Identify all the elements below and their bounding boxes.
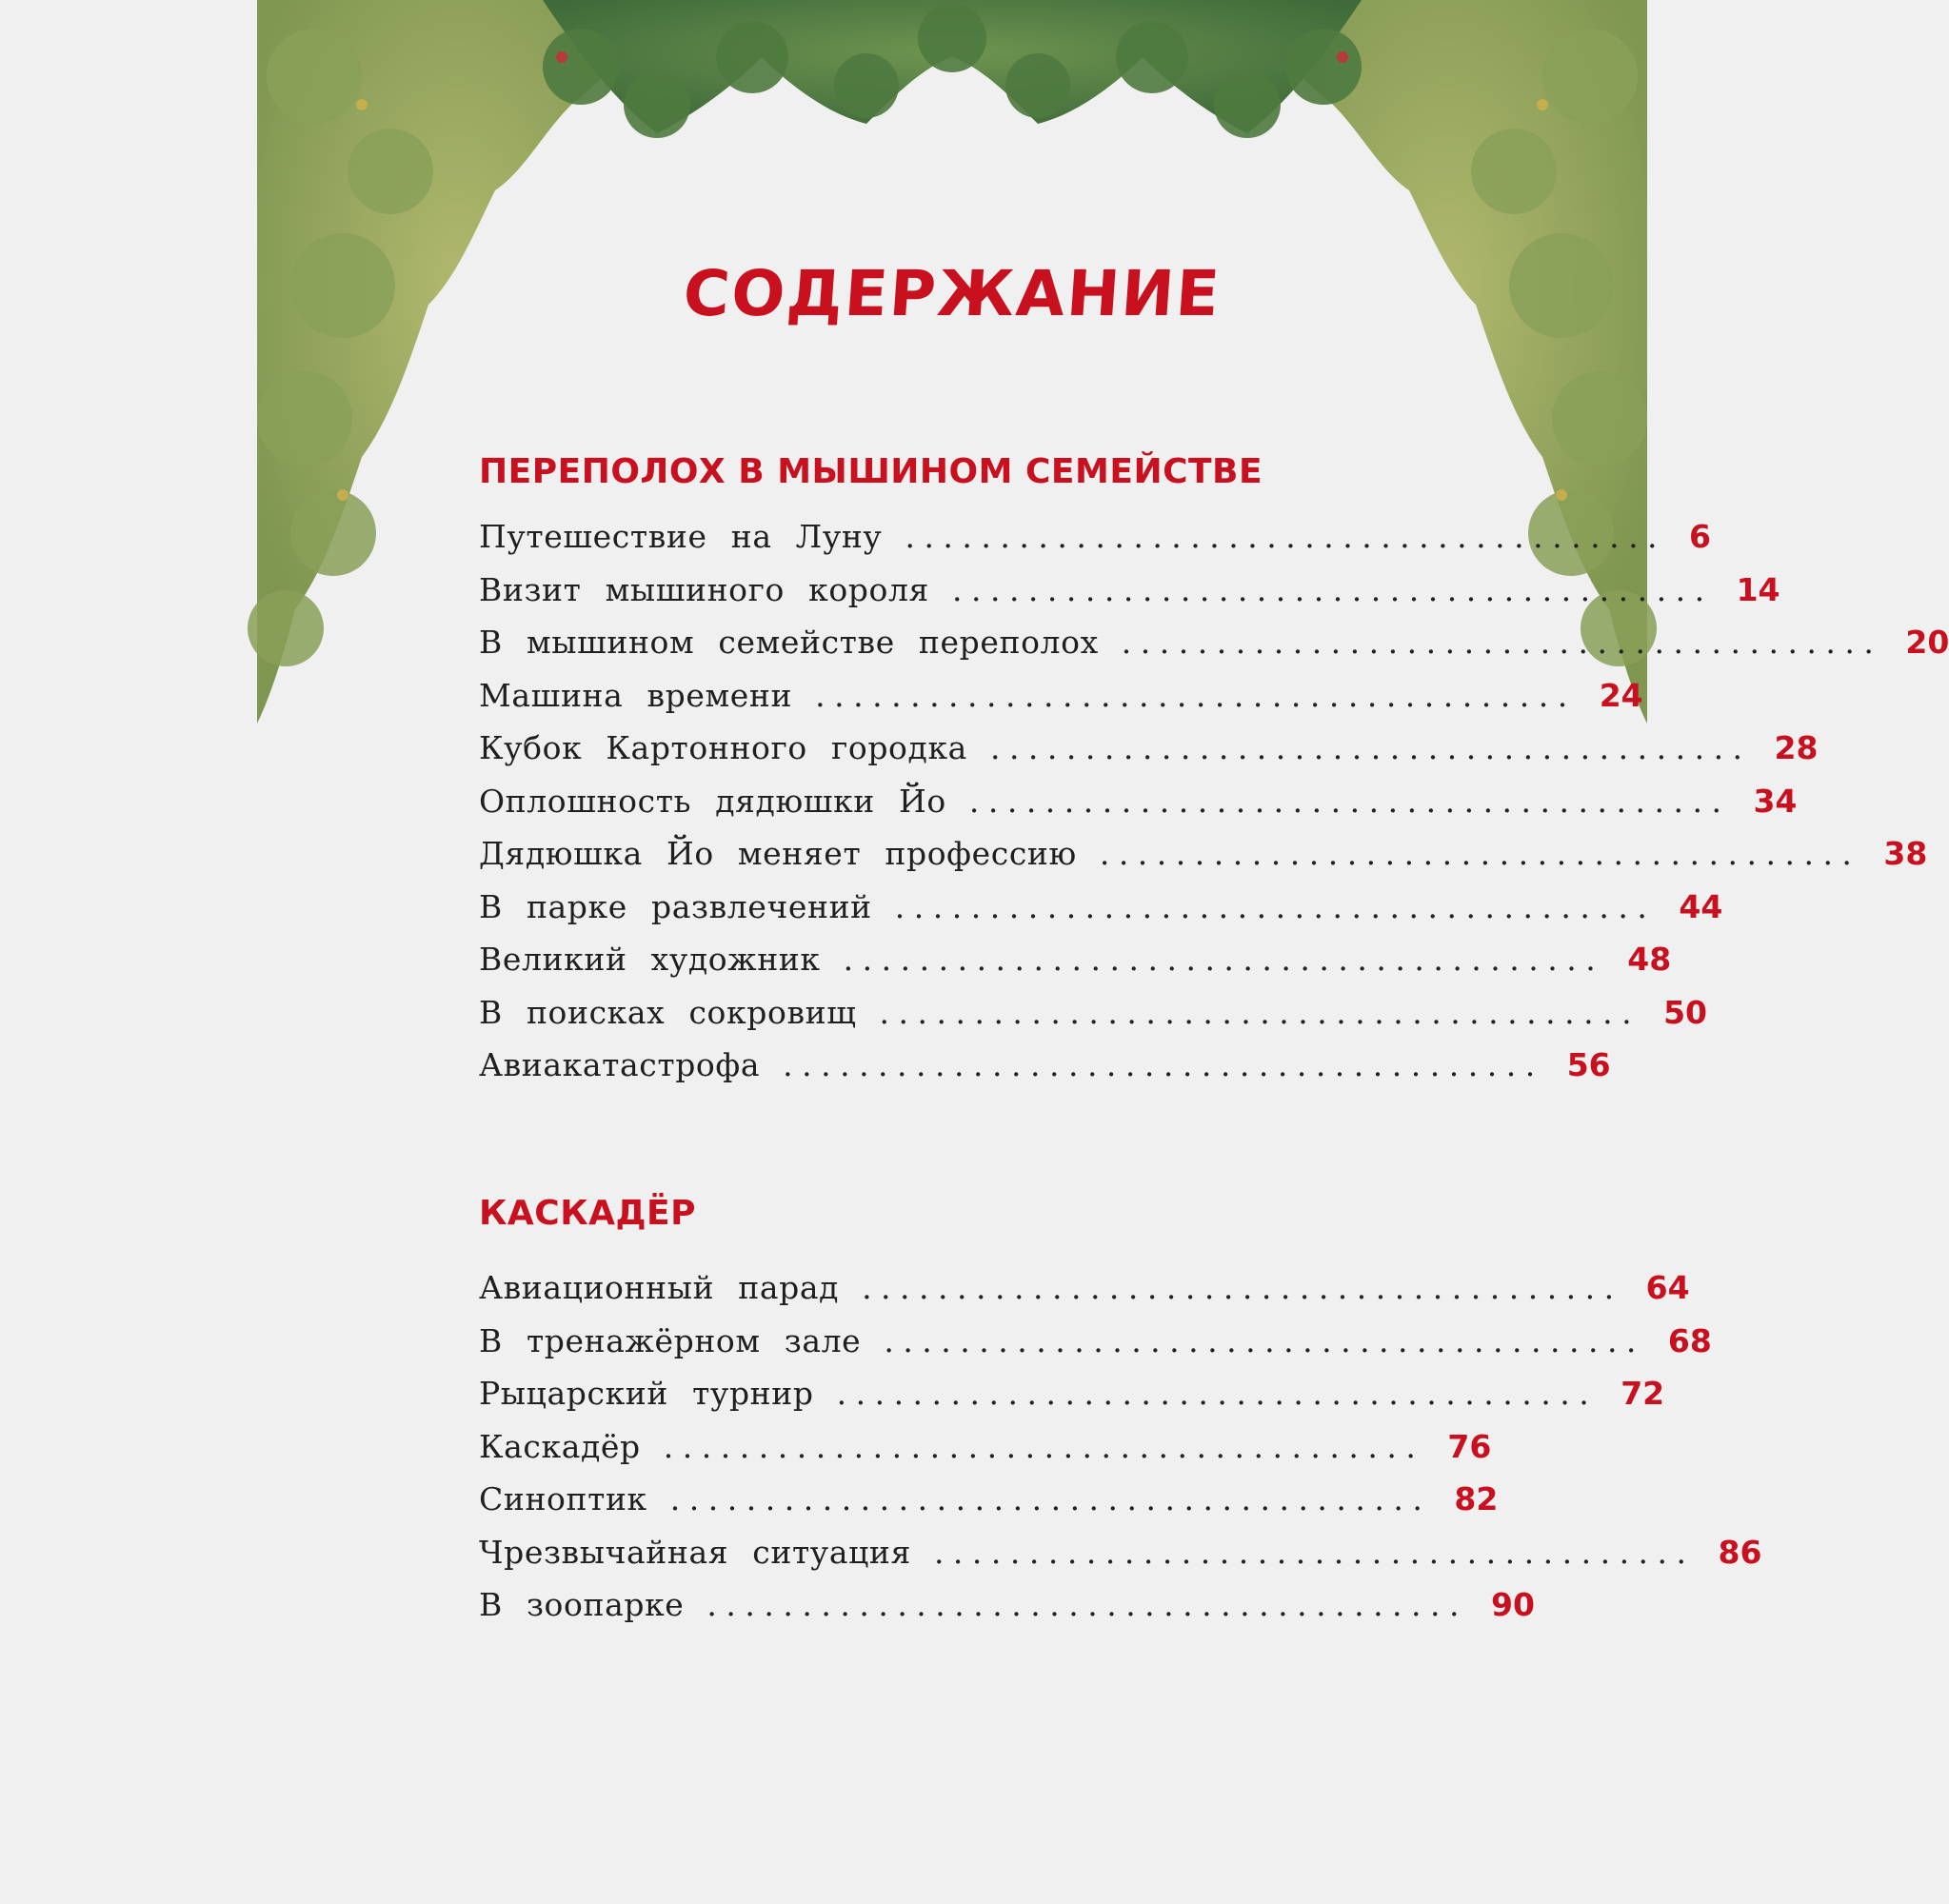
- toc-entry[interactable]: [479, 1586, 1535, 1639]
- toc-entry-title: Синоптик: [479, 1480, 647, 1517]
- toc-entry[interactable]: [479, 1427, 1492, 1481]
- toc-list: [479, 518, 1949, 1100]
- toc-entry-title: Дядюшка Йо меняет профессию: [479, 835, 1077, 872]
- toc-entry[interactable]: [479, 1480, 1499, 1534]
- leader-dots: ........................................: [879, 993, 1641, 1031]
- toc-entry-title: Авиационный парад: [479, 1269, 840, 1306]
- leader-dots: ........................................: [783, 1046, 1544, 1083]
- toc-entry-title: В зоопарке: [479, 1586, 685, 1623]
- section-heading: ПЕРЕПОЛОХ В МЫШИНОМ СЕМЕЙСТВЕ: [479, 452, 1263, 491]
- page-title: СОДЕРЖАНИЕ: [681, 257, 1223, 330]
- leader-dots: ........................................: [933, 1533, 1696, 1571]
- toc-entry[interactable]: [479, 782, 1798, 836]
- leader-dots: ........................................: [951, 570, 1714, 608]
- toc-entry-title: Рыцарский турнир: [479, 1375, 814, 1412]
- toc-entry-page: 68: [1667, 1321, 1712, 1359]
- toc-entry-page: 86: [1718, 1533, 1762, 1571]
- toc-entry-page: 20: [1905, 624, 1949, 661]
- toc-entry-title: В мышином семействе переполох: [479, 624, 1099, 661]
- toc-entry[interactable]: [479, 624, 1949, 677]
- leader-dots: ........................................: [836, 1375, 1599, 1412]
- toc-entry-page: 72: [1621, 1375, 1665, 1412]
- toc-entry[interactable]: [479, 835, 1928, 888]
- toc-section-2: [479, 1185, 1762, 1639]
- leader-dots: ........................................: [894, 887, 1657, 925]
- toc-entry-title: Великий художник: [479, 941, 821, 978]
- toc-section-1: [479, 444, 1949, 1100]
- leader-dots: ........................................: [669, 1480, 1432, 1517]
- toc-entry[interactable]: [479, 887, 1723, 942]
- toc-entry-title: В тренажёрном зале: [479, 1321, 862, 1359]
- toc-entry[interactable]: [479, 729, 1819, 783]
- toc-list: [479, 1269, 1762, 1639]
- toc-entry-page: 34: [1753, 782, 1798, 820]
- leader-dots: ........................................: [968, 782, 1731, 820]
- toc-entry-title: В поисках сокровищ: [479, 993, 857, 1031]
- toc-entry-page: 76: [1447, 1427, 1492, 1465]
- toc-entry-page: 38: [1883, 835, 1928, 872]
- toc-entry[interactable]: [479, 1321, 1712, 1376]
- toc-entry-title: Кубок Картонного городка: [479, 729, 967, 766]
- toc-entry-page: 44: [1679, 887, 1723, 925]
- leader-dots: ........................................: [884, 1321, 1645, 1359]
- toc-entry[interactable]: [479, 941, 1672, 994]
- toc-entry-title: Путешествие на Луну: [479, 518, 883, 555]
- toc-entry-page: 28: [1774, 729, 1819, 766]
- leader-dots: ........................................: [1099, 835, 1861, 872]
- toc-entry-page: 64: [1645, 1269, 1690, 1306]
- toc-entry[interactable]: [479, 1533, 1762, 1587]
- leader-dots: ........................................: [1121, 624, 1883, 661]
- toc-entry-page: 48: [1627, 941, 1672, 978]
- toc-entry-title: Каскадёр: [479, 1427, 641, 1465]
- section-heading: КАСКАДЁР: [479, 1194, 697, 1233]
- toc-entry[interactable]: [479, 1046, 1611, 1100]
- leader-dots: ........................................: [989, 729, 1752, 766]
- toc-entry[interactable]: [479, 570, 1780, 625]
- toc-entry[interactable]: [479, 1269, 1690, 1322]
- leader-dots: ........................................: [843, 941, 1605, 978]
- toc-entry[interactable]: [479, 1375, 1665, 1428]
- toc-entry-page: 56: [1566, 1046, 1611, 1083]
- toc-entry-title: Машина времени: [479, 676, 793, 714]
- toc-entry-title: Авиакатастрофа: [479, 1046, 761, 1083]
- toc-entry-page: 24: [1599, 676, 1643, 714]
- toc-entry-page: 50: [1663, 993, 1708, 1031]
- leader-dots: ........................................: [905, 518, 1667, 555]
- toc-entry-page: 82: [1454, 1480, 1499, 1517]
- leader-dots: ........................................: [862, 1269, 1623, 1306]
- toc-entry-title: В парке развлечений: [479, 887, 872, 925]
- leader-dots: ........................................: [815, 676, 1577, 714]
- toc-entry-title: Визит мышиного короля: [479, 570, 929, 608]
- toc-entry-page: 90: [1491, 1586, 1535, 1623]
- toc-entry-page: 14: [1736, 570, 1780, 608]
- toc-entry[interactable]: [479, 993, 1708, 1047]
- toc-entry-title: Оплошность дядюшки Йо: [479, 782, 946, 820]
- toc-entry-page: 6: [1689, 518, 1712, 555]
- book-page: [257, 0, 1949, 1904]
- leader-dots: ........................................: [706, 1586, 1469, 1623]
- toc-entry[interactable]: [479, 518, 1712, 571]
- toc-entry-title: Чрезвычайная ситуация: [479, 1533, 911, 1571]
- leader-dots: ........................................: [663, 1427, 1425, 1465]
- toc-entry[interactable]: [479, 676, 1643, 730]
